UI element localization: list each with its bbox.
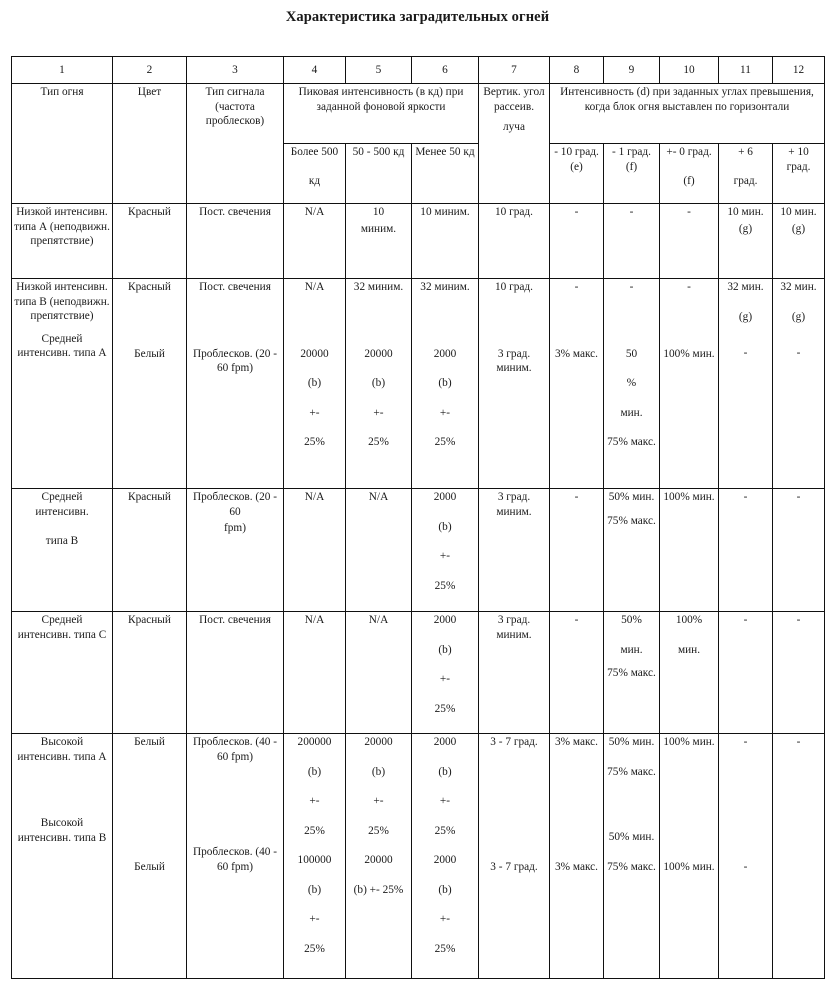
intensity-minus-10: - xyxy=(550,204,604,279)
value-line: 25% xyxy=(304,436,325,448)
value-line: (b) xyxy=(438,377,452,389)
value-line: 3% макс. xyxy=(554,860,598,873)
value-line: 50% мин. xyxy=(608,491,655,503)
intensity-minus-1 xyxy=(604,279,660,489)
header-row xyxy=(12,84,825,144)
value-line: 10 мин. xyxy=(780,206,817,218)
signal-low-b: Пост. свечения xyxy=(199,281,271,293)
color-medium-a: Белый xyxy=(134,347,165,360)
column-number: 7 xyxy=(479,57,550,84)
value-line: 50% мин. xyxy=(608,736,655,748)
intensity-plus-10: - xyxy=(773,489,825,612)
intensity-plus-10 xyxy=(773,734,825,979)
column-number: 5 xyxy=(346,57,412,84)
value-line: (g) xyxy=(791,310,806,323)
column-number: 2 xyxy=(113,57,187,84)
value-line: - xyxy=(796,347,801,359)
intensity-minus-1: - xyxy=(604,204,660,279)
table-row xyxy=(12,734,825,979)
signal-type: Пост. свечения xyxy=(187,612,284,734)
intensity-plus-6 xyxy=(719,279,773,489)
value-line: +- xyxy=(439,795,451,807)
subheader-over-500 xyxy=(284,144,346,204)
value-line: 75% макс. xyxy=(607,667,656,679)
signal-medium-a: Проблесков. (20 - 60 fpm) xyxy=(192,347,278,374)
column-number: 10 xyxy=(660,57,719,84)
intensity-minus-1 xyxy=(604,734,660,979)
value-line: - xyxy=(796,736,801,748)
signal-type xyxy=(187,489,284,612)
light-type xyxy=(12,734,113,979)
value-line: 25% xyxy=(434,436,456,448)
value-line: 25% xyxy=(368,824,389,837)
value-line: 75% макс. xyxy=(607,436,656,448)
header-vertical-angle-bottom: луча xyxy=(503,121,525,133)
value-line: 25% xyxy=(304,824,325,837)
subheader-plus-6-angle: + 6 xyxy=(738,146,753,158)
peak-50-500 xyxy=(346,279,412,489)
value-line: 2000 xyxy=(433,736,457,748)
value-line: 25% xyxy=(304,942,325,955)
header-peak-intensity: Пиковая интенсивность (в кд) при заданной фоновой яркости xyxy=(284,84,479,144)
column-number: 3 xyxy=(187,57,284,84)
value-line: 25% xyxy=(434,702,456,715)
value-line: 32 мин. xyxy=(727,281,764,293)
column-number: 4 xyxy=(284,57,346,84)
light-type xyxy=(12,279,113,489)
value-line: 25% xyxy=(368,436,389,448)
intensity-plus-10 xyxy=(773,204,825,279)
subheader-minus-1-note: (f) xyxy=(625,160,638,173)
light-type-low-b: Низкой интенсивн. типа В (неподвижн. препятствие) xyxy=(14,281,110,322)
value-line: N/A xyxy=(304,281,325,293)
peak-over-500 xyxy=(284,734,346,979)
value-line: - xyxy=(629,281,634,293)
peak-under-50 xyxy=(412,734,479,979)
intensity-plus-10: - xyxy=(773,612,825,734)
header-vertical-angle xyxy=(479,84,550,204)
column-number: 12 xyxy=(773,57,825,84)
subheader-zero-note: (f) xyxy=(683,174,695,187)
table-row xyxy=(12,489,825,612)
intensity-zero xyxy=(660,612,719,734)
value-line: (b) xyxy=(371,765,386,778)
value-line: мин. xyxy=(677,643,701,656)
vertical-angle xyxy=(479,279,550,489)
peak-under-50 xyxy=(412,612,479,734)
value-line: +- xyxy=(439,550,451,562)
intensity-zero: - xyxy=(660,204,719,279)
value-line: 2000 xyxy=(433,854,457,866)
signal-high-a: Проблесков. (40 - 60 fpm) xyxy=(192,736,278,763)
intensity-zero xyxy=(660,734,719,979)
value-line: 75% макс. xyxy=(607,765,656,778)
value-line: - xyxy=(743,736,748,748)
value-line: - xyxy=(743,860,748,873)
header-type: Тип огня xyxy=(12,84,113,204)
value-line: 32 миним. xyxy=(420,281,470,293)
light-type: Средней интенсивн. типа С xyxy=(12,612,113,734)
value-line: 20000 xyxy=(364,736,393,748)
peak-over-500 xyxy=(284,279,346,489)
intensity-plus-6 xyxy=(719,204,773,279)
intensity-minus-10 xyxy=(550,734,604,979)
value-line: +- xyxy=(439,406,451,419)
subheader-minus-10-note: (e) xyxy=(570,160,583,173)
value-line: % xyxy=(626,377,637,389)
value-line: (b) xyxy=(438,643,452,656)
subheader-zero-angle: +- 0 град. xyxy=(666,146,712,158)
value-line: (b) xyxy=(307,883,322,896)
subheader-minus-1-angle: - 1 град. xyxy=(612,146,651,158)
value-line: +- xyxy=(309,406,320,419)
value-line: 50% xyxy=(621,614,642,626)
value-line: 3% макс. xyxy=(554,347,598,360)
subheader-plus-6-unit: град. xyxy=(733,174,758,187)
value-line: 100% мин. xyxy=(663,736,715,748)
intensity-minus-10: - xyxy=(550,489,604,612)
value-line: +- xyxy=(439,673,451,685)
intensity-minus-10 xyxy=(550,279,604,489)
intensity-minus-1 xyxy=(604,612,660,734)
color-low-b: Красный xyxy=(128,281,171,293)
value-line: 25% xyxy=(434,579,456,592)
peak-under-50 xyxy=(412,489,479,612)
table-row xyxy=(12,204,825,279)
value-line: (g) xyxy=(738,310,753,323)
intensity-minus-1 xyxy=(604,489,660,612)
light-color xyxy=(113,279,187,489)
peak-50-500 xyxy=(346,734,412,979)
value-line: - xyxy=(687,281,691,293)
value-line: - xyxy=(743,347,748,359)
value-line: 75% макс. xyxy=(607,860,656,873)
value-line: 100% мин. xyxy=(663,860,715,873)
page-title: Характеристика заградительных огней xyxy=(285,9,550,25)
signal-type: Пост. свечения xyxy=(187,204,284,279)
value-line: 25% xyxy=(434,824,456,837)
value-line: (b) xyxy=(371,377,386,389)
subheader-plus-10-angle: + 10 xyxy=(788,146,809,158)
intensity-zero xyxy=(660,279,719,489)
value-line: 100% xyxy=(675,614,703,626)
light-color xyxy=(113,734,187,979)
intensity-plus-10 xyxy=(773,279,825,489)
value-line: +- xyxy=(309,795,320,807)
value-line: +- xyxy=(373,406,384,419)
light-type-medium-a: Средней интенсивн. типа А xyxy=(17,332,107,359)
intensity-plus-6: - xyxy=(719,612,773,734)
value-line: 75% макс. xyxy=(607,514,656,527)
header-color: Цвет xyxy=(113,84,187,204)
value-line: миним. xyxy=(360,222,397,235)
value-line: 10 xyxy=(372,206,385,218)
value-line: 3 - 7 град. xyxy=(490,860,538,873)
intensity-zero: 100% мин. xyxy=(660,489,719,612)
subheader-minus-10-angle: - 10 град. xyxy=(554,146,599,158)
value-line: 10 град. xyxy=(495,281,533,293)
signal-high-b: Проблесков. (40 - 60 fpm) xyxy=(192,846,278,873)
column-number: 8 xyxy=(550,57,604,84)
header-signal: Тип сигнала (частота проблесков) xyxy=(187,84,284,204)
vertical-angle: 3 град. миним. xyxy=(479,612,550,734)
column-number: 9 xyxy=(604,57,660,84)
light-color: Красный xyxy=(113,612,187,734)
subheader-plus-6 xyxy=(719,144,773,204)
peak-50-500: N/A xyxy=(346,489,412,612)
value-line: (g) xyxy=(791,222,806,235)
value-line: 32 мин. xyxy=(780,281,817,293)
signal-type xyxy=(187,279,284,489)
column-number: 6 xyxy=(412,57,479,84)
value-line: 32 миним. xyxy=(353,281,404,293)
value-line: 2000 xyxy=(433,347,457,360)
value-line: - xyxy=(574,281,579,293)
light-type-high-b: Высокой интенсивн. типа В xyxy=(17,817,107,844)
signal-line: fpm) xyxy=(224,522,246,534)
column-number-row xyxy=(12,57,825,84)
subheader-over-500-line: Более 500 xyxy=(290,146,339,158)
peak-under-50 xyxy=(412,279,479,489)
subheader-minus-10 xyxy=(550,144,604,204)
value-line: 3 - 7 град. xyxy=(490,736,538,748)
peak-50-500 xyxy=(346,204,412,279)
peak-50-500: N/A xyxy=(346,612,412,734)
subheader-50-500: 50 - 500 кд xyxy=(346,144,412,204)
value-line: 3% макс. xyxy=(554,736,598,748)
subheader-minus-1 xyxy=(604,144,660,204)
light-type-high-a: Высокой интенсивн. типа А xyxy=(17,736,107,763)
subheader-plus-10-unit: град. xyxy=(786,160,811,173)
light-type xyxy=(12,489,113,612)
value-line: (b) xyxy=(438,883,452,896)
value-line: 50% мин. xyxy=(608,831,655,843)
value-line: 20000 xyxy=(364,854,393,866)
light-color: Красный xyxy=(113,489,187,612)
value-line: (b) +- 25% xyxy=(353,883,404,896)
table-row xyxy=(12,279,825,489)
value-line: (b) xyxy=(438,765,452,778)
value-line: (g) xyxy=(738,222,753,235)
value-line: +- xyxy=(309,913,320,925)
peak-over-500: N/A xyxy=(284,204,346,279)
subheader-zero xyxy=(660,144,719,204)
intensity-plus-6: - xyxy=(719,489,773,612)
intensity-minus-10: - xyxy=(550,612,604,734)
value-line: (b) xyxy=(438,520,452,533)
vertical-angle xyxy=(479,734,550,979)
value-line: (b) xyxy=(307,377,322,389)
subheader-under-50: Менее 50 кд xyxy=(412,144,479,204)
value-line: 200000 xyxy=(297,736,332,748)
intensity-plus-6 xyxy=(719,734,773,979)
value-line: мин. xyxy=(620,406,643,419)
signal-line: Проблесков. (20 - 60 xyxy=(192,491,278,518)
value-line: 20000 xyxy=(300,347,329,360)
peak-over-500: N/A xyxy=(284,489,346,612)
peak-under-50: 10 миним. xyxy=(412,204,479,279)
value-line: +- xyxy=(373,795,384,807)
value-line: (b) xyxy=(307,765,322,778)
header-intensity-angles: Интенсивность (d) при заданных углах превышения, когда блок огня выставлен по горизонтали xyxy=(550,84,825,144)
color-high-b: Белый xyxy=(134,860,165,873)
value-line: 50 xyxy=(625,347,638,360)
header-vertical-angle-top: Вертик. угол рассеив. xyxy=(483,86,545,113)
color-high-a: Белый xyxy=(134,736,165,748)
value-line: 2000 xyxy=(433,614,457,626)
vertical-angle: 10 град. xyxy=(479,204,550,279)
value-line: 2000 xyxy=(433,491,457,503)
table-row xyxy=(12,612,825,734)
value-line: +- xyxy=(439,913,451,925)
value-line: 10 мин. xyxy=(727,206,764,218)
column-number: 11 xyxy=(719,57,773,84)
light-type-line: типа В xyxy=(45,535,79,547)
light-type-line: Средней интенсивн. xyxy=(35,491,89,518)
vertical-angle: 3 град. миним. xyxy=(479,489,550,612)
subheader-plus-10 xyxy=(773,144,825,204)
value-line: мин. xyxy=(620,643,643,656)
light-color: Красный xyxy=(113,204,187,279)
value-line: 3 град. миним. xyxy=(496,347,532,374)
value-line: 25% xyxy=(434,942,456,955)
value-line: 100000 xyxy=(297,854,332,866)
value-line: 20000 xyxy=(364,347,393,360)
obstruction-lights-table xyxy=(11,56,825,979)
peak-over-500: N/A xyxy=(284,612,346,734)
light-type: Низкой интенсивн. типа А (неподвижн. препятствие) xyxy=(12,204,113,279)
column-number: 1 xyxy=(12,57,113,84)
subheader-over-500-unit: кд xyxy=(308,174,321,187)
signal-type xyxy=(187,734,284,979)
value-line: 100% мин. xyxy=(663,347,715,360)
